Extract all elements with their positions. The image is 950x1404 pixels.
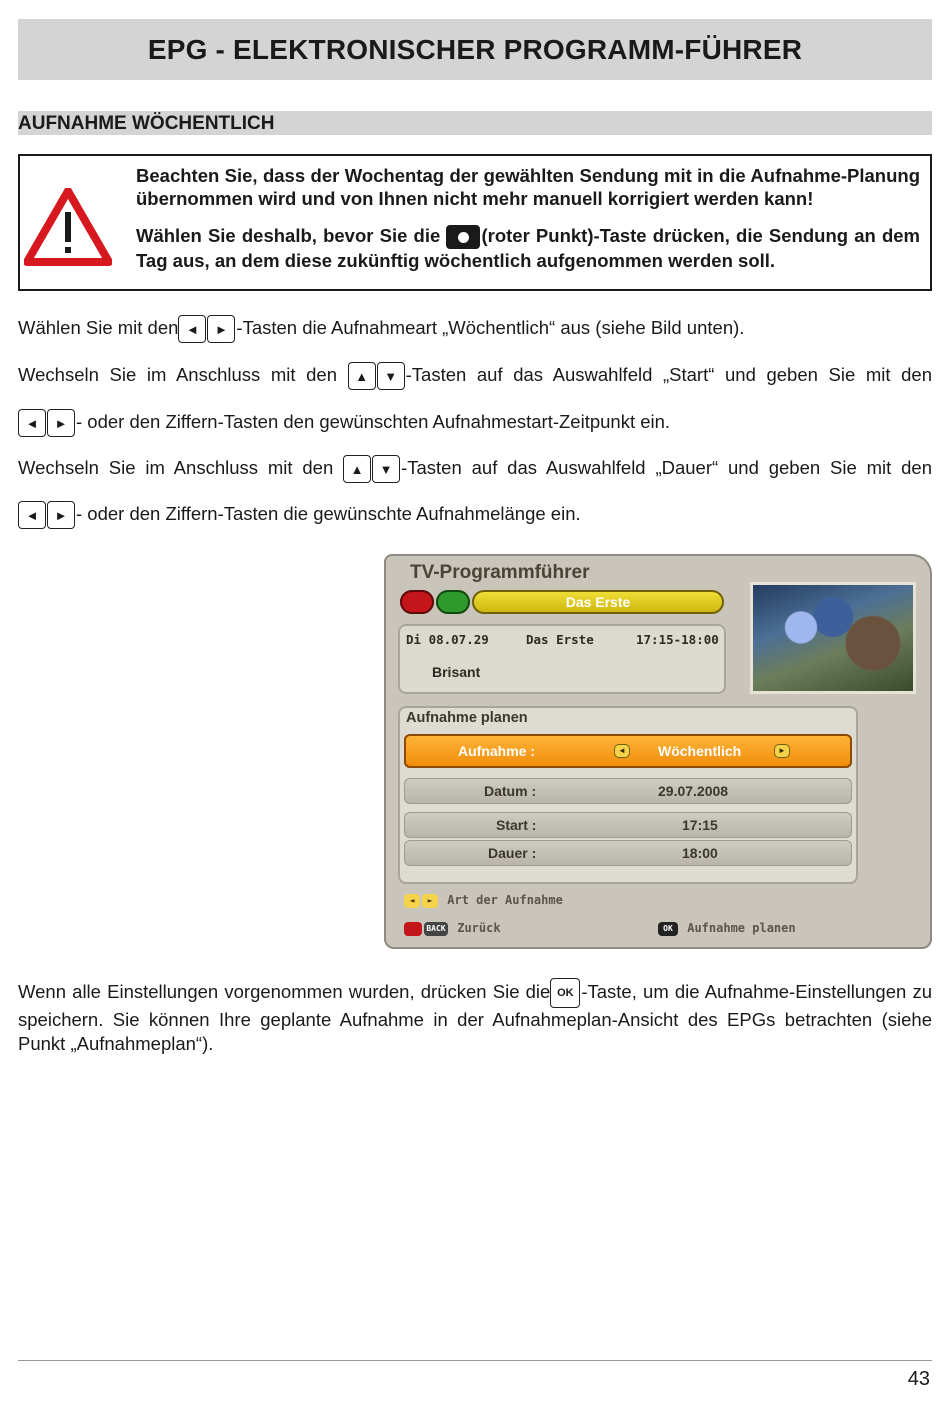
instruction-line-5 <box>18 500 932 529</box>
row-recording-type[interactable] <box>404 734 852 768</box>
warning-paragraph-2 <box>136 224 920 272</box>
section-title: AUFNAHME WÖCHENTLICH <box>18 113 275 134</box>
channel-bar: Das Erste <box>472 590 724 614</box>
right-arrow-icon: ► <box>422 894 438 908</box>
right-arrow-key-icon: ► <box>207 315 235 343</box>
up-arrow-key-icon: ▲ <box>343 455 371 483</box>
ok-key-icon: OK <box>658 922 678 936</box>
row-label: Datum : <box>484 783 537 799</box>
tv-epg-screenshot <box>384 554 932 949</box>
row-value: 17:15 <box>682 817 718 833</box>
warning-triangle-icon <box>24 188 112 266</box>
left-arrow-icon: ◄ <box>614 744 630 758</box>
record-dot-key-icon <box>446 225 480 249</box>
program-date: Di 08.07.29 <box>406 632 489 647</box>
text-span: -Tasten auf das Auswahlfeld „Start“ und geben Sie mit den <box>405 364 932 385</box>
section-header <box>18 111 932 135</box>
back-key-icon: BACK <box>424 922 448 936</box>
warning-text <box>136 164 920 286</box>
legend-ok <box>658 921 796 936</box>
page-header <box>18 19 932 80</box>
row-label: Dauer : <box>488 845 537 861</box>
text-span: - oder den Ziffern-Tasten den gewünschten Aufnahmestart-Zeitpunkt ein. <box>76 411 671 432</box>
text-span: - oder den Ziffern-Tasten die gewünschte Aufnahmelänge ein. <box>76 503 581 524</box>
row-value: Wöchentlich <box>658 743 742 759</box>
text-span: Wechseln Sie im Anschluss mit den <box>18 364 338 385</box>
row-start[interactable] <box>404 812 852 838</box>
text-span: -Tasten die Aufnahmeart „Wöchentlich“ aus (siehe Bild unten). <box>236 317 745 338</box>
program-info-panel <box>398 624 726 694</box>
ok-key-icon: OK <box>550 978 580 1008</box>
tv-title: TV-Programmführer <box>410 562 590 583</box>
left-arrow-key-icon: ◄ <box>178 315 206 343</box>
warning-text-part: (roter Punkt)-Taste drücken, die Sendung an dem Tag aus, an dem diese zukünftig wöchentlich aufgenommen werden soll. <box>136 225 920 272</box>
text-span: Wenn alle Einstellungen vorgenommen wurden, drücken Sie die <box>18 980 551 1002</box>
program-title: Brisant <box>432 664 481 680</box>
text-span: -Tasten auf das Auswahlfeld „Dauer“ und geben Sie mit den <box>401 457 932 478</box>
red-button <box>400 590 434 614</box>
down-arrow-key-icon: ▼ <box>377 362 405 390</box>
warning-paragraph-1: Beachten Sie, dass der Wochentag der gewählten Sendung mit in die Aufnahme-Planung übernommen wird und von Ihnen nicht mehr manuell korrigiert werden kann! <box>136 165 920 209</box>
down-arrow-key-icon: ▼ <box>372 455 400 483</box>
row-value: 29.07.2008 <box>658 783 729 799</box>
legend-art <box>404 893 563 908</box>
up-arrow-key-icon: ▲ <box>348 362 376 390</box>
right-arrow-icon: ► <box>774 744 790 758</box>
instruction-line-3 <box>18 408 932 437</box>
legend-text: Aufnahme planen <box>687 921 796 935</box>
instruction-line-4 <box>18 454 932 483</box>
page-title: EPG - ELEKTRONISCHER PROGRAMM-FÜHRER <box>147 33 803 65</box>
right-arrow-key-icon: ► <box>47 501 75 529</box>
page-number: 43 <box>907 1368 930 1390</box>
red-key-icon <box>404 922 422 936</box>
program-time: 17:15-18:00 <box>636 632 719 647</box>
text-span: Wechseln Sie im Anschluss mit den <box>18 457 334 478</box>
row-label: Start : <box>496 817 537 833</box>
program-channel: Das Erste <box>526 632 594 647</box>
text-span: Wählen Sie mit den <box>18 317 179 338</box>
warning-text-part: Wählen Sie deshalb, bevor Sie die <box>136 225 447 246</box>
video-preview <box>750 582 916 694</box>
left-arrow-key-icon: ◄ <box>18 501 46 529</box>
final-paragraph <box>18 978 932 1055</box>
legend-text: Art der Aufnahme <box>447 893 563 907</box>
text-span: -Taste, um die Aufnahme-Einstellungen zu speichern. Sie können Ihre geplante Aufnahme in der Aufnahmeplan-Ansicht des EPGs betrachten (siehe Punkt „Aufnahmeplan“). <box>18 980 932 1054</box>
left-arrow-icon: ◄ <box>404 894 420 908</box>
green-button <box>436 590 470 614</box>
row-duration[interactable] <box>404 840 852 866</box>
row-value: 18:00 <box>682 845 718 861</box>
plan-heading: Aufnahme planen <box>406 710 528 726</box>
footer-divider <box>18 1360 932 1361</box>
instruction-line-2 <box>18 361 932 390</box>
instruction-line-1 <box>18 314 932 343</box>
legend-text: Zurück <box>457 921 501 935</box>
right-arrow-key-icon: ► <box>47 409 75 437</box>
left-arrow-key-icon: ◄ <box>18 409 46 437</box>
plan-panel <box>398 706 858 884</box>
legend-back <box>404 921 501 936</box>
row-label: Aufnahme : <box>458 743 535 759</box>
row-date[interactable] <box>404 778 852 804</box>
warning-box <box>18 154 932 291</box>
